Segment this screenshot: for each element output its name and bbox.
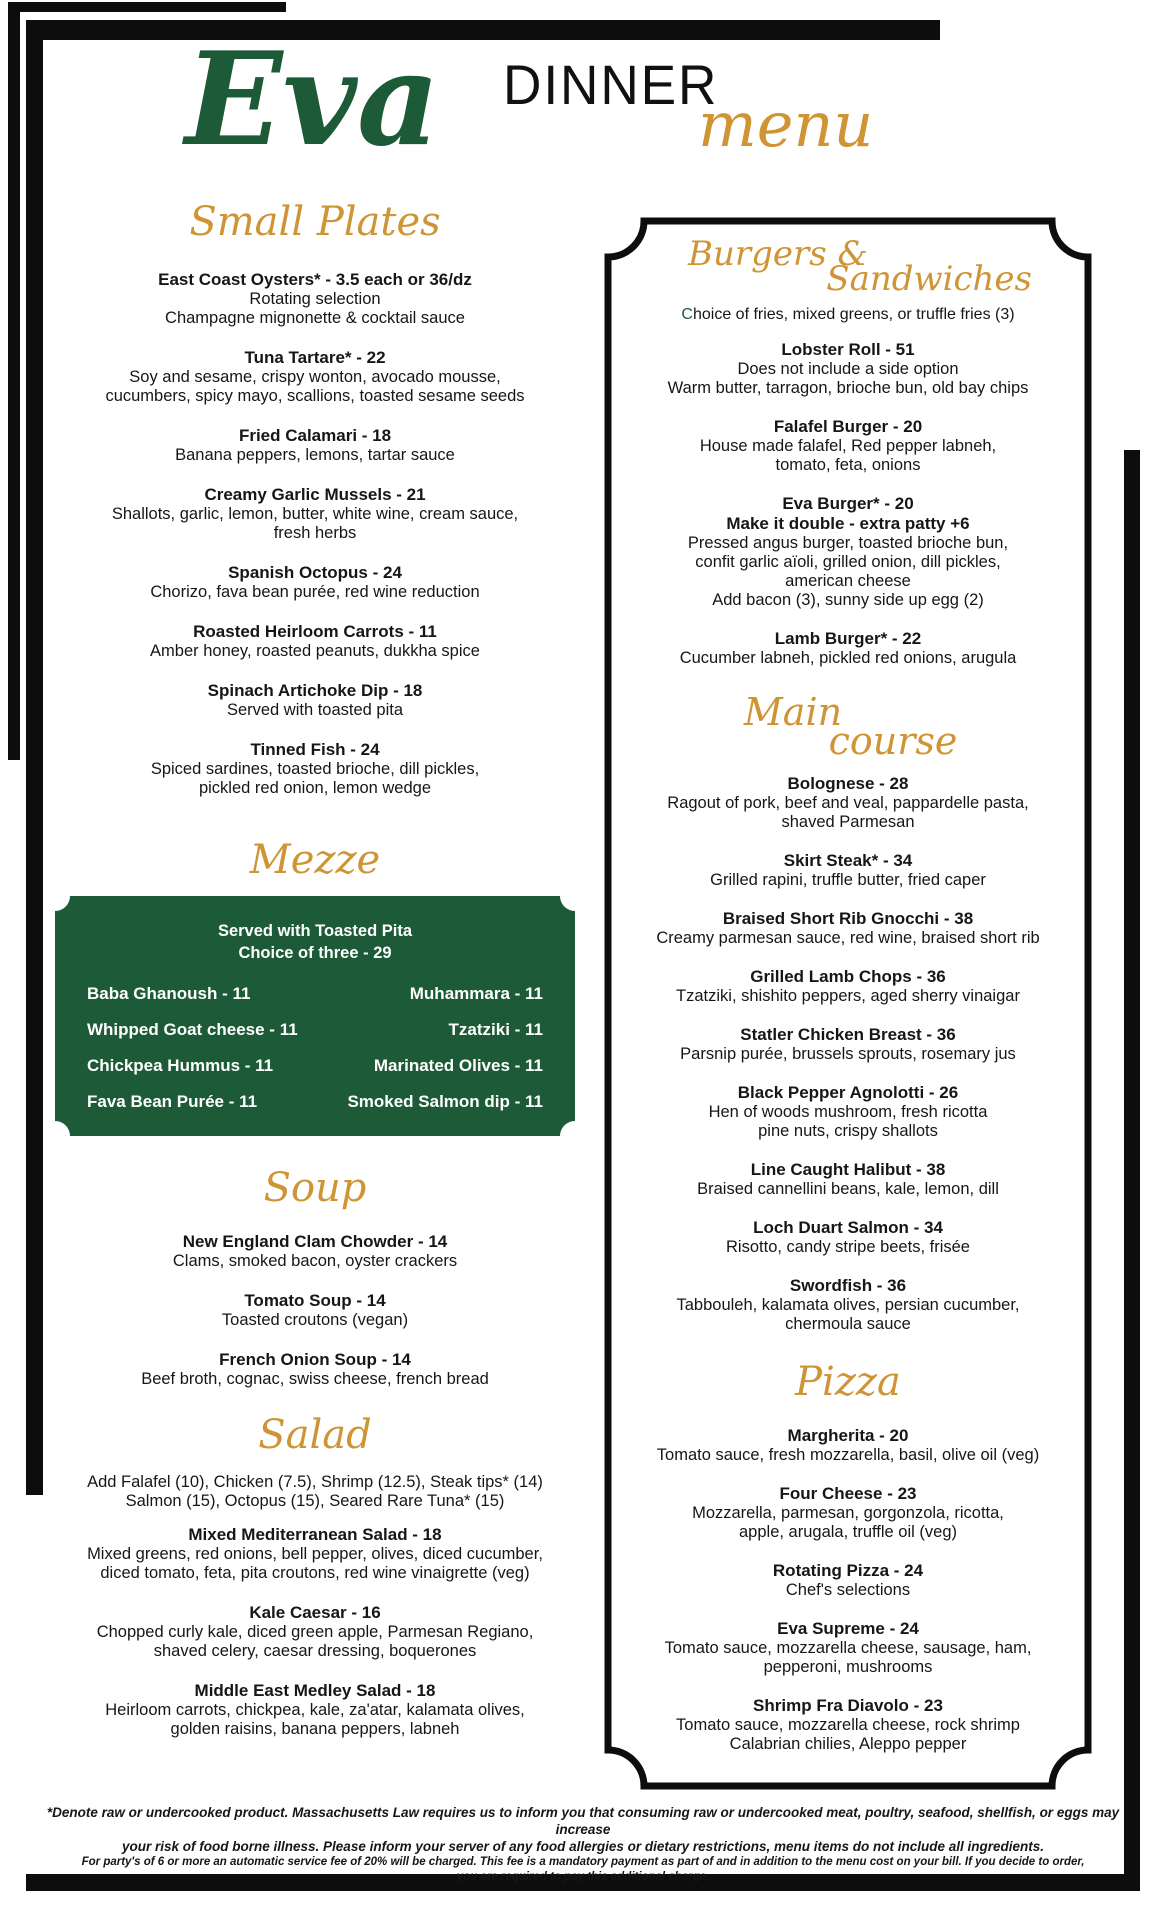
menu-item-title: Tuna Tartare* - 22 (244, 348, 386, 367)
menu-item-title: French Onion Soup - 14 (219, 1350, 411, 1369)
section-heading-main: Main (743, 690, 843, 734)
menu-item (55, 1291, 575, 1330)
menu-item-desc-line: golden raisins, banana peppers, labneh (170, 1720, 460, 1738)
menu-item-title: Braised Short Rib Gnocchi - 38 (722, 909, 974, 928)
disclaimer-line: your risk of food borne illness. Please inform your server of any food allergies or dietary restrictions, menu items do not include all ingredients. (122, 1839, 1044, 1854)
section-heading-mezze: Mezze (249, 837, 381, 883)
mezze-note-1: Served with Toasted Pita (217, 922, 413, 940)
frame-inner-left-bar (26, 20, 43, 1495)
burgers-items (630, 340, 1066, 668)
menu-item-desc-line: Tomato sauce, mozzarella cheese, sausage, ham, (664, 1639, 1032, 1657)
menu-item-desc-line: Chef's selections (785, 1581, 911, 1599)
menu-item-title: Skirt Steak* - 34 (783, 851, 913, 870)
menu-item-desc-line: confit garlic aïoli, grilled onion, dill pickles, (695, 553, 1001, 571)
menu-item-title: Statler Chicken Breast - 36 (740, 1025, 956, 1044)
menu-item-title: Spinach Artichoke Dip - 18 (207, 681, 423, 700)
mezze-left-column (87, 984, 298, 1128)
menu-item-title: Kale Caesar - 16 (249, 1603, 381, 1622)
menu-item-title: Mixed Mediterranean Salad - 18 (188, 1525, 442, 1544)
menu-item-desc-line: Hen of woods mushroom, fresh ricotta (708, 1103, 988, 1121)
left-column (55, 200, 575, 1759)
mezze-item: Chickpea Hummus - 11 (87, 1056, 274, 1075)
menu-item-desc-line: Tabbouleh, kalamata olives, persian cucumber, (676, 1296, 1020, 1314)
menu-item (55, 270, 575, 328)
menu-item-desc-line: Beef broth, cognac, swiss cheese, french bread (141, 1370, 489, 1388)
menu-item-desc-line: chermoula sauce (785, 1315, 911, 1333)
menu-item (55, 622, 575, 661)
menu-item (630, 1561, 1066, 1600)
menu-item (55, 1681, 575, 1739)
menu-item-desc-line: Spiced sardines, toasted brioche, dill pickles, (150, 760, 480, 778)
menu-item-desc-line: cucumbers, spicy mayo, scallions, toasted sesame seeds (105, 387, 525, 405)
menu-item (630, 851, 1066, 890)
menu-item-desc-line: Tomato sauce, fresh mozzarella, basil, olive oil (veg) (656, 1446, 1040, 1464)
menu-item (630, 1619, 1066, 1677)
menu-item-desc-line: Champagne mignonette & cocktail sauce (165, 309, 465, 327)
menu-item-desc-line: Add bacon (3), sunny side up egg (2) (712, 591, 984, 609)
menu-item-note: Make it double - extra patty +6 (726, 514, 970, 533)
menu-item-desc-line: Risotto, candy stripe beets, frisée (726, 1238, 970, 1256)
section-heading-sandwiches: Sandwiches (826, 259, 1032, 299)
menu-item-desc-line: Ragout of pork, beef and veal, pappardelle pasta, (667, 794, 1029, 812)
menu-item-title: Loch Duart Salmon - 34 (753, 1218, 943, 1237)
menu-item-desc-line: Parsnip purée, brussels sprouts, rosemary jus (680, 1045, 1016, 1063)
menu-item-desc-line: shaved celery, caesar dressing, boquerones (153, 1642, 477, 1660)
frame-inner-top-bar (26, 20, 940, 40)
menu-item-title: Margherita - 20 (787, 1426, 909, 1445)
menu-item-desc-line: american cheese (785, 572, 911, 590)
mezze-item: Baba Ghanoush - 11 (87, 984, 251, 1003)
pizza-items (630, 1426, 1066, 1754)
menu-item-desc-line: pepperoni, mushrooms (763, 1658, 933, 1676)
menu-item-title: Fried Calamari - 18 (238, 426, 392, 445)
menu-item-title: Creamy Garlic Mussels - 21 (204, 485, 426, 504)
section-heading-pizza: Pizza (795, 1359, 901, 1405)
mezze-item: Whipped Goat cheese - 11 (87, 1020, 298, 1039)
menu-item (630, 1160, 1066, 1199)
menu-item (630, 1696, 1066, 1754)
menu-item (630, 629, 1066, 668)
menu-item-title: Rotating Pizza - 24 (772, 1561, 924, 1580)
salad-addon-line: Add Falafel (10), Chicken (7.5), Shrimp (12.5), Steak tips* (14) (87, 1473, 543, 1491)
menu-item (55, 563, 575, 602)
mezze-box-corner-notch (560, 896, 575, 911)
menu-item-desc-line: Shallots, garlic, lemon, butter, white wine, cream sauce, (111, 505, 519, 523)
menu-item-desc-line: Calabrian chilies, Aleppo pepper (729, 1735, 967, 1753)
mezze-right-column (347, 984, 543, 1128)
menu-item-title: Grilled Lamb Chops - 36 (750, 967, 946, 986)
menu-item-title: Tinned Fish - 24 (250, 740, 380, 759)
menu-item-title: Spanish Octopus - 24 (228, 563, 402, 582)
mezze-box-corner-notch (55, 896, 70, 911)
menu-item-title: Roasted Heirloom Carrots - 11 (193, 622, 437, 641)
menu-item-desc-line: Chorizo, fava bean purée, red wine reduction (150, 583, 480, 601)
section-heading-course: course (828, 719, 958, 763)
menu-item-desc-line: Heirloom carrots, chickpea, kale, za'atar, kalamata olives, (105, 1701, 525, 1719)
menu-item-title: Falafel Burger - 20 (773, 417, 923, 436)
menu-item-desc-line: House made falafel, Red pepper labneh, (699, 437, 997, 455)
menu-item (630, 967, 1066, 1006)
menu-item-title: Swordfish - 36 (789, 1276, 907, 1295)
menu-item (55, 740, 575, 798)
menu-item-title: Lobster Roll - 51 (781, 340, 915, 359)
menu-item-desc-line: Clams, smoked bacon, oyster crackers (172, 1252, 458, 1270)
menu-subtitle: menu (698, 88, 874, 161)
menu-item (55, 426, 575, 465)
menu-item (630, 1025, 1066, 1064)
menu-item (630, 340, 1066, 398)
mezze-columns (83, 984, 547, 1128)
menu-item (55, 1525, 575, 1583)
menu-item-desc-line: diced tomato, feta, pita croutons, red wine vinaigrette (veg) (100, 1564, 530, 1582)
menu-item-title: Eva Supreme - 24 (777, 1619, 919, 1638)
menu-item-desc-line: shaved Parmesan (781, 813, 915, 831)
disclaimer-line: For party's of 6 or more an automatic service fee of 20% will be charged. This fee is a mandatory payment as part of and in addition to the menu cost on your bill. If you decide to order, (81, 1856, 1085, 1868)
menu-item-desc-line: Tzatziki, shishito peppers, aged sherry vinaigar (676, 987, 1020, 1005)
menu-item-title: Shrimp Fra Diavolo - 23 (753, 1696, 943, 1715)
menu-item (630, 417, 1066, 475)
menu-item (630, 774, 1066, 832)
right-column (604, 217, 1092, 1773)
menu-item-desc-line: Grilled rapini, truffle butter, fried caper (710, 871, 986, 889)
menu-item-desc-line: Soy and sesame, crispy wonton, avocado mousse, (129, 368, 501, 386)
section-heading-burgers: Burgers & (688, 234, 868, 274)
salad-addon-line: Salmon (15), Octopus (15), Seared Rare Tuna* (15) (125, 1492, 505, 1510)
menu-item-title: Black Pepper Agnolotti - 26 (737, 1083, 959, 1102)
mezze-item: Muhammara - 11 (409, 984, 543, 1003)
menu-item-desc-line: Toasted croutons (vegan) (221, 1311, 409, 1329)
mezze-note-2: Choice of three - 29 (238, 944, 392, 962)
menu-item-desc-line: Cucumber labneh, pickled red onions, arugula (679, 649, 1017, 667)
salad-items (55, 1525, 575, 1739)
menu-item-title: East Coast Oysters* - 3.5 each or 36/dz (158, 270, 472, 289)
menu-item-desc-line: tomato, feta, onions (775, 456, 921, 474)
menu-item (55, 1350, 575, 1389)
menu-item-desc-line: fresh herbs (273, 524, 357, 542)
mezze-item: Smoked Salmon dip - 11 (347, 1092, 543, 1111)
menu-item (630, 1276, 1066, 1334)
mezze-box-corner-notch (55, 1121, 70, 1136)
menu-item-desc-line: Chopped curly kale, diced green apple, Parmesan Regiano, (96, 1623, 534, 1641)
menu-item-desc-line: Creamy parmesan sauce, red wine, braised short rib (656, 929, 1040, 947)
menu-item-desc-line: Served with toasted pita (226, 701, 404, 719)
menu-item-desc-line: Warm butter, tarragon, brioche bun, old bay chips (667, 379, 1029, 397)
section-heading-soup: Soup (263, 1165, 367, 1211)
restaurant-logo: Eva (185, 25, 440, 175)
menu-item-desc-line: Banana peppers, lemons, tartar sauce (175, 446, 455, 464)
menu-item-title: Bolognese - 28 (787, 774, 909, 793)
menu-item-desc-line: Mozzarella, parmesan, gorgonzola, ricotta, (692, 1504, 1004, 1522)
menu-item-title: Four Cheese - 23 (779, 1484, 917, 1503)
menu-item-title: Middle East Medley Salad - 18 (194, 1681, 436, 1700)
menu-item-desc-line: pickled red onion, lemon wedge (198, 779, 432, 797)
menu-item (55, 348, 575, 406)
section-heading-small-plates: Small Plates (189, 199, 441, 245)
soup-items (55, 1232, 575, 1389)
menu-item (630, 1218, 1066, 1257)
menu-item-desc-line: Amber honey, roasted peanuts, dukkha spice (150, 642, 480, 660)
menu-item-desc-line: pine nuts, crispy shallots (758, 1122, 938, 1140)
menu-item-title: New England Clam Chowder - 14 (182, 1232, 448, 1251)
menu-item-desc-line: Does not include a side option (737, 360, 959, 378)
frame-bottom-right-bar (1124, 450, 1140, 1891)
frame-outer-top-bar (8, 2, 286, 12)
menu-item-desc-line: Rotating selection (249, 290, 381, 308)
menu-item-desc-line: Braised cannellini beans, kale, lemon, dill (697, 1180, 999, 1198)
menu-item (630, 1426, 1066, 1465)
menu-item (630, 1083, 1066, 1141)
menu-item (630, 1484, 1066, 1542)
legal-disclaimer (40, 1804, 1126, 1885)
menu-title: DINNER (503, 53, 719, 116)
menu-item-desc-line: Tomato sauce, mozzarella cheese, rock shrimp (676, 1716, 1020, 1734)
mezze-box (55, 896, 575, 1136)
mezze-item: Fava Bean Purée - 11 (87, 1092, 258, 1111)
menu-item (630, 909, 1066, 948)
frame-outer-left-bar (8, 2, 20, 760)
small-plates-items (55, 270, 575, 798)
disclaimer-line: *Denote raw or undercooked product. Massachusetts Law requires us to inform you that consuming raw or undercooked meat, poultry, seafood, shellfish, or eggs may increase (46, 1805, 1120, 1837)
menu-item (55, 485, 575, 543)
mezze-item: Tzatziki - 11 (448, 1020, 543, 1039)
disclaimer-line: you are required to pay this additional charge. (456, 1871, 710, 1883)
section-heading-salad: Salad (258, 1412, 372, 1458)
menu-item (55, 681, 575, 720)
menu-item-title: Lamb Burger* - 22 (774, 629, 922, 648)
menu-item (55, 1603, 575, 1661)
salad-addons (55, 1473, 575, 1511)
mezze-item: Marinated Olives - 11 (373, 1056, 543, 1075)
burgers-side-note: Choice of fries, mixed greens, or truffle fries (3) (681, 306, 1015, 323)
menu-item-desc-line: Mixed greens, red onions, bell pepper, olives, diced cucumber, (87, 1545, 543, 1563)
mezze-box-corner-notch (560, 1121, 575, 1136)
menu-item (630, 494, 1066, 610)
menu-item-desc-line: apple, arugala, truffle oil (veg) (739, 1523, 957, 1541)
menu-item-title: Tomato Soup - 14 (244, 1291, 386, 1310)
menu-item-desc-line: Pressed angus burger, toasted brioche bun, (687, 534, 1009, 552)
menu-item-title: Eva Burger* - 20 (782, 494, 914, 513)
main-course-items (630, 774, 1066, 1334)
menu-item-title: Line Caught Halibut - 38 (750, 1160, 946, 1179)
menu-item (55, 1232, 575, 1271)
